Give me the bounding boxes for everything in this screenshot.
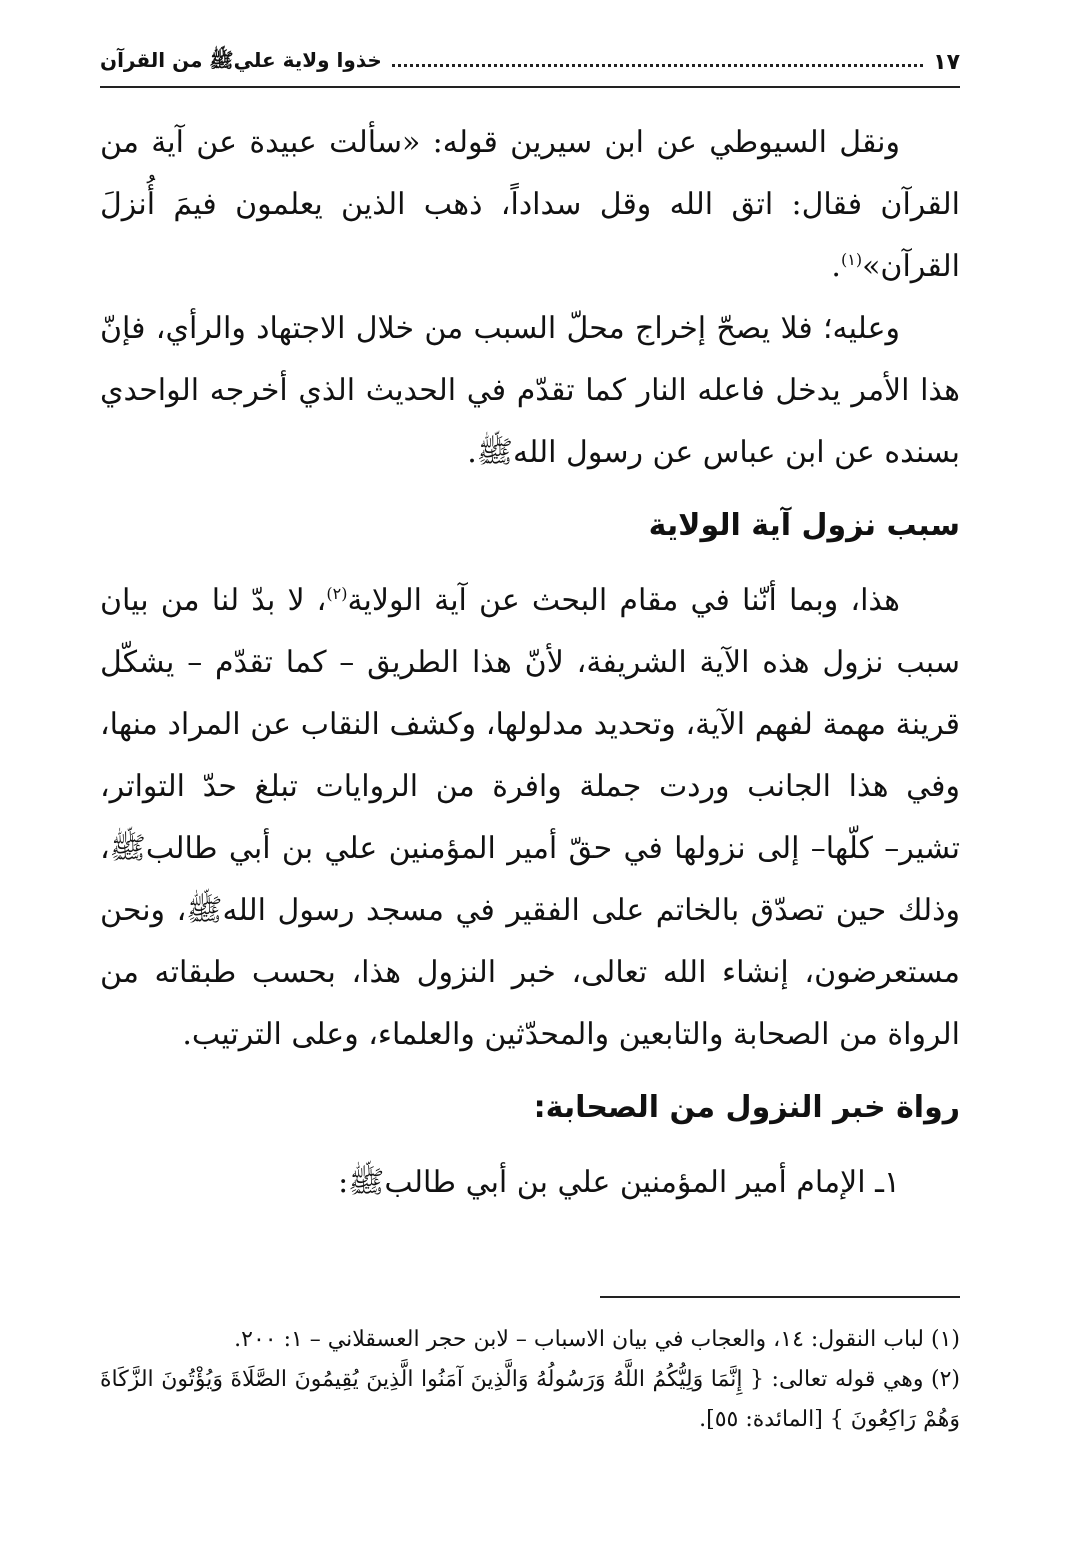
running-title: خذوا ولاية عليﷺ من القرآن [100,48,382,72]
header-rule [100,86,960,88]
footnotes [100,1320,960,1440]
paragraph-suyuti-text: ونقل السيوطي عن ابن سيرين قوله: «سألت عبيدة عن آية من القرآن فقال: اتق الله وقل سداداً، ذهب الذين يعلمون فيمَ أُنزلَ القرآن» [100,125,960,284]
footnote-2: (٢) وهي قوله تعالى: { إِنَّمَا وَلِيُّكُمُ اللَّهُ وَرَسُولُهُ وَالَّذِينَ آمَنُوا الَّذِينَ يُقِيمُونَ الصَّلَاةَ وَيُؤْتُونَ الزَّكَاةَ وَهُمْ رَاكِعُونَ } [المائدة: ٥٥]. [100,1367,960,1432]
paragraph-ijtihad: وعليه؛ فلا يصحّ إخراج محلّ السبب من خلال الاجتهاد والرأي، فإنّ هذا الأمر يدخل فاعله النار كما تقدّم في الحديث الذي أخرجه الواحدي بسنده عن ابن عباس عن رسول اللهﷺ. [100,311,960,470]
footnote-separator [600,1296,960,1298]
paragraph-suyuti [100,112,960,298]
main-text [100,112,960,1214]
page-number: ١٧ [933,50,960,75]
footnote-ref-2[interactable]: (٢) [326,584,348,603]
list-item-imam-ali: ١ـ الإمام أمير المؤمنين علي بن أبي طالبﷺ: [338,1165,900,1200]
paragraph-cause-text-b: ، لا بدّ لنا من بيان سبب نزول هذه الآية الشريفة، لأنّ هذا الطريق – كما تقدّم – يشكّل قرينة مهمة لفهم الآية، وتحديد مدلولها، وكشف النقاب عن المراد منها، وفي هذا الجانب وردت جملة وافرة من الروايات تبلغ حدّ التواتر، تشير– كلّها– إلى نزولها في حقّ أمير المؤمنين علي بن أبي طالبﷺ، وذلك حين تصدّق بالخاتم على الفقير في مسجد رسول اللهﷺ، ونحن مستعرضون، إنشاء الله تعالى، خبر النزول هذا، بحسب طبقاته من الرواة من الصحابة والتابعين والمحدّثين والعلماء، وعلى الترتيب. [100,583,960,1052]
paragraph-end-mark: . [831,249,841,284]
header-dot-leader [392,64,923,67]
footnote-1: (١) لباب النقول: ١٤، والعجاب في بيان الاسباب – لابن حجر العسقلاني – ١: ٢٠٠. [234,1327,960,1352]
paragraph-cause [100,570,960,1066]
section-heading-cause: سبب نزول آية الولاية [648,508,960,543]
running-header [100,48,960,77]
section-heading-narrators: رواة خبر النزول من الصحابة: [533,1090,960,1125]
footnote-ref-1[interactable]: (١) [840,250,863,269]
paragraph-cause-text-a: هذا، وبما أنّنا في مقام البحث عن آية الولاية [347,583,900,618]
